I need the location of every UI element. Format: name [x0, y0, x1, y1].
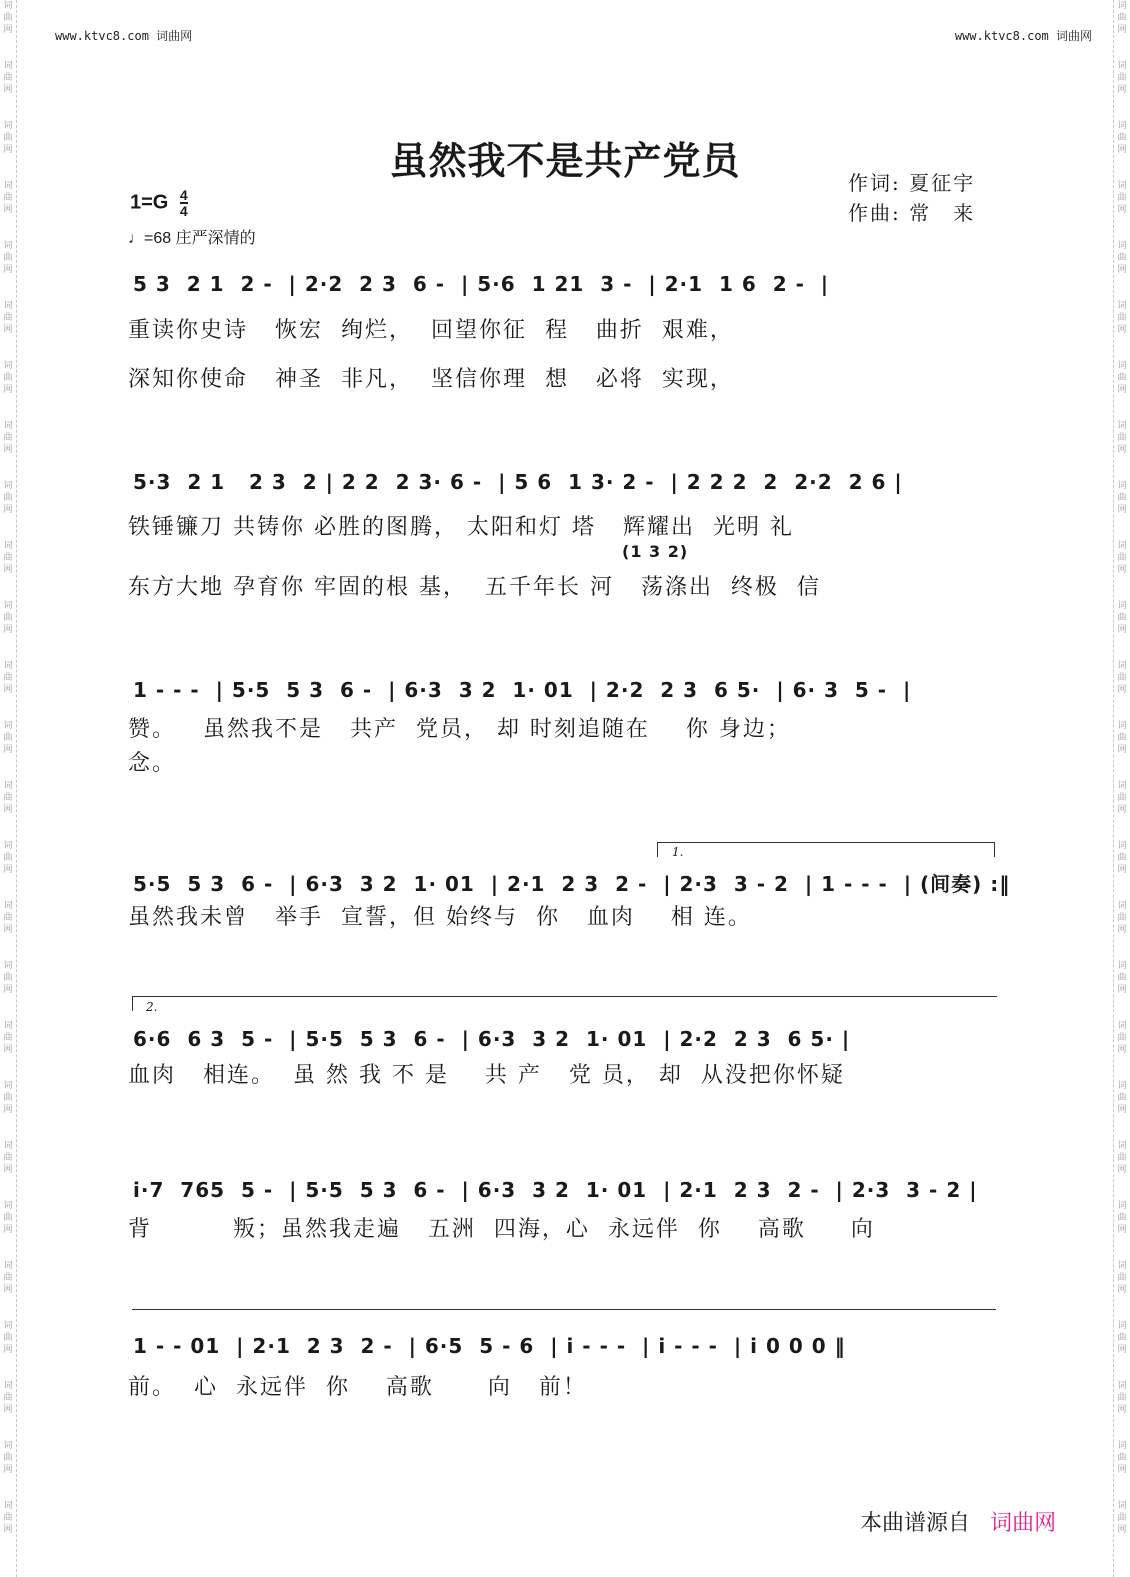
watermark-text: 词 曲 网: [3, 61, 13, 95]
lyric-line-5: 血肉 相连。 虽 然 我 不 是 共 产 党 员， 却 从没把你怀疑: [128, 1063, 845, 1088]
watermark-text: 词 曲 网: [3, 361, 13, 395]
watermark-text: 词 曲 网: [1117, 181, 1127, 215]
watermark-text: 词 曲 网: [3, 901, 13, 935]
watermark-text: 词 曲 网: [3, 541, 13, 575]
footer-source: [860, 1506, 1056, 1537]
lyric-line-3-verse-1: 赞。 虽然我不是 共产 党员， 却 时刻追随在 你 身边；: [128, 717, 791, 742]
watermark-text: 词 曲 网: [1117, 721, 1127, 755]
watermark-text: 词 曲 网: [1117, 961, 1127, 995]
first-ending-number: 1.: [672, 845, 684, 859]
final-line-rule: [132, 1309, 996, 1310]
notation-line-3: 1 - - - | 5·5 5 3 6 - | 6·3 3 2 1· 01 | 2·2 2 3 6 5· | 6· 3 5 - |: [133, 678, 912, 702]
watermark-text: 词 曲 网: [3, 661, 13, 695]
watermark-text: 词 曲 网: [3, 1021, 13, 1055]
watermark-text: 词 曲 网: [1117, 241, 1127, 275]
key-label: 1=G: [130, 191, 169, 214]
left-watermark-strip: [0, 0, 17, 1577]
header-site-right[interactable]: www.ktvc8.com 词曲网: [954, 29, 1092, 43]
notation-line-1: 5 3 2 1 2 - | 2·2 2 3 6 - | 5·6 1 21 3 - | 2·1 1 6 2 - |: [133, 272, 830, 296]
watermark-text: 词 曲 网: [3, 421, 13, 455]
credits: [848, 168, 975, 228]
watermark-text: 词 曲 网: [1117, 481, 1127, 515]
second-ending-bracket: [132, 996, 997, 1011]
watermark-text: 词 曲 网: [3, 721, 13, 755]
lyric-line-3-verse-2: 念。: [128, 751, 177, 776]
watermark-text: 词 曲 网: [3, 481, 13, 515]
watermark-text: 词 曲 网: [3, 1441, 13, 1475]
watermark-text: 词 曲 网: [3, 241, 13, 275]
composer: 作曲: 常 来: [848, 201, 976, 225]
watermark-text: 词 曲 网: [1117, 1081, 1127, 1115]
watermark-text: 词 曲 网: [3, 1321, 13, 1355]
song-title: 虽然我不是共产党员: [389, 138, 741, 183]
watermark-text: 词 曲 网: [3, 841, 13, 875]
time-signature: [180, 188, 188, 218]
notation-line-5: 6·6 6 3 5 - | 5·5 5 3 6 - | 6·3 3 2 1· 01 | 2·2 2 3 6 5· |: [133, 1027, 851, 1051]
watermark-text: 词 曲 网: [1117, 121, 1127, 155]
watermark-text: 词 曲 网: [3, 1081, 13, 1115]
watermark-text: 词 曲 网: [3, 301, 13, 335]
watermark-text: 词 曲 网: [1117, 661, 1127, 695]
watermark-text: 词 曲 网: [1117, 1141, 1127, 1175]
watermark-text: 词 曲 网: [1117, 901, 1127, 935]
watermark-text: 词 曲 网: [1117, 601, 1127, 635]
watermark-text: 词 曲 网: [3, 781, 13, 815]
alternate-notes: (1 3 2): [622, 542, 689, 561]
lyric-line-2-verse-2: 东方大地 孕育你 牢固的根 基， 五千年长 河 荡涤出 终极 信: [128, 575, 821, 600]
watermark-text: 词 曲 网: [3, 1201, 13, 1235]
watermark-text: 词 曲 网: [1117, 541, 1127, 575]
lyric-line-1-verse-2: 深知你使命 神圣 非凡， 坚信你理 想 必将 实现，: [128, 367, 734, 392]
lyric-line-6: 背 叛；虽然我走遍 五洲 四海，心 永远伴 你 高歌 向: [128, 1217, 875, 1242]
notation-line-6: i·7 765 5 - | 5·5 5 3 6 - | 6·3 3 2 1· 01 | 2·1 2 3 2 - | 2·3 3 - 2 |: [133, 1178, 978, 1202]
watermark-text: 词 曲 网: [3, 121, 13, 155]
watermark-text: 词 曲 网: [3, 1, 13, 35]
lyric-line-1-verse-1: 重读你史诗 恢宏 绚烂， 回望你征 程 曲折 艰难，: [128, 318, 734, 343]
watermark-text: 词 曲 网: [1117, 841, 1127, 875]
tempo-value: =68: [144, 230, 172, 247]
watermark-text: 词 曲 网: [1117, 1501, 1127, 1535]
lyricist: 作词: 夏征宇: [848, 171, 976, 195]
watermark-text: 词 曲 网: [3, 601, 13, 635]
watermark-text: 词 曲 网: [3, 1141, 13, 1175]
watermark-text: 词 曲 网: [1117, 301, 1127, 335]
notation-line-7: 1 - - 01 | 2·1 2 3 2 - | 6·5 5 - 6 | i - - - | i - - - | i 0 0 0 ‖: [133, 1334, 846, 1358]
lyric-line-4: 虽然我未曾 举手 宣誓，但 始终与 你 血肉 相 连。: [128, 905, 752, 930]
watermark-text: 词 曲 网: [1117, 781, 1127, 815]
lyric-line-2-verse-1: 铁锤镰刀 共铸你 必胜的图腾， 太阳和灯 塔 辉耀出 光明 礼: [128, 515, 794, 540]
watermark-text: 词 曲 网: [1117, 1321, 1127, 1355]
watermark-text: 词 曲 网: [1117, 1441, 1127, 1475]
watermark-text: 词 曲 网: [3, 1381, 13, 1415]
watermark-text: 词 曲 网: [1117, 61, 1127, 95]
footer-source-text: 本曲谱源自: [860, 1510, 971, 1535]
expression-text: 庄严深情的: [175, 230, 256, 247]
watermark-text: 词 曲 网: [3, 181, 13, 215]
time-top: 4: [179, 187, 188, 203]
second-ending-number: 2.: [146, 1000, 158, 1014]
tempo-marking: [128, 225, 256, 248]
watermark-text: 词 曲 网: [1117, 1261, 1127, 1295]
watermark-text: 词 曲 网: [3, 961, 13, 995]
watermark-text: 词 曲 网: [3, 1501, 13, 1535]
watermark-text: 词 曲 网: [1117, 421, 1127, 455]
key-signature: [130, 188, 188, 218]
notation-line-2: 5·3 2 1 2 3 2 | 2 2 2 3· 6 - | 5 6 1 3· 2 - | 2 2 2 2 2·2 2 6 |: [133, 470, 903, 494]
watermark-text: 词 曲 网: [3, 1261, 13, 1295]
footer-brand-link[interactable]: 词曲网: [990, 1510, 1057, 1535]
watermark-text: 词 曲 网: [1117, 1201, 1127, 1235]
time-bottom: 4: [179, 203, 188, 219]
header-site-left[interactable]: www.ktvc8.com 词曲网: [55, 29, 193, 43]
watermark-text: 词 曲 网: [1117, 361, 1127, 395]
quarter-note-icon: ♩: [128, 230, 144, 247]
watermark-text: 词 曲 网: [1117, 1021, 1127, 1055]
watermark-text: 词 曲 网: [1117, 1, 1127, 35]
right-watermark-strip: [1113, 0, 1130, 1577]
watermark-text: 词 曲 网: [1117, 1381, 1127, 1415]
notation-line-4: 5·5 5 3 6 - | 6·3 3 2 1· 01 | 2·1 2 3 2 - | 2·3 3 - 2 | 1 - - - | (间奏) :‖: [133, 872, 1011, 896]
lyric-line-7: 前。 心 永远伴 你 高歌 向 前！: [128, 1375, 587, 1400]
first-ending-bracket: [657, 842, 995, 857]
